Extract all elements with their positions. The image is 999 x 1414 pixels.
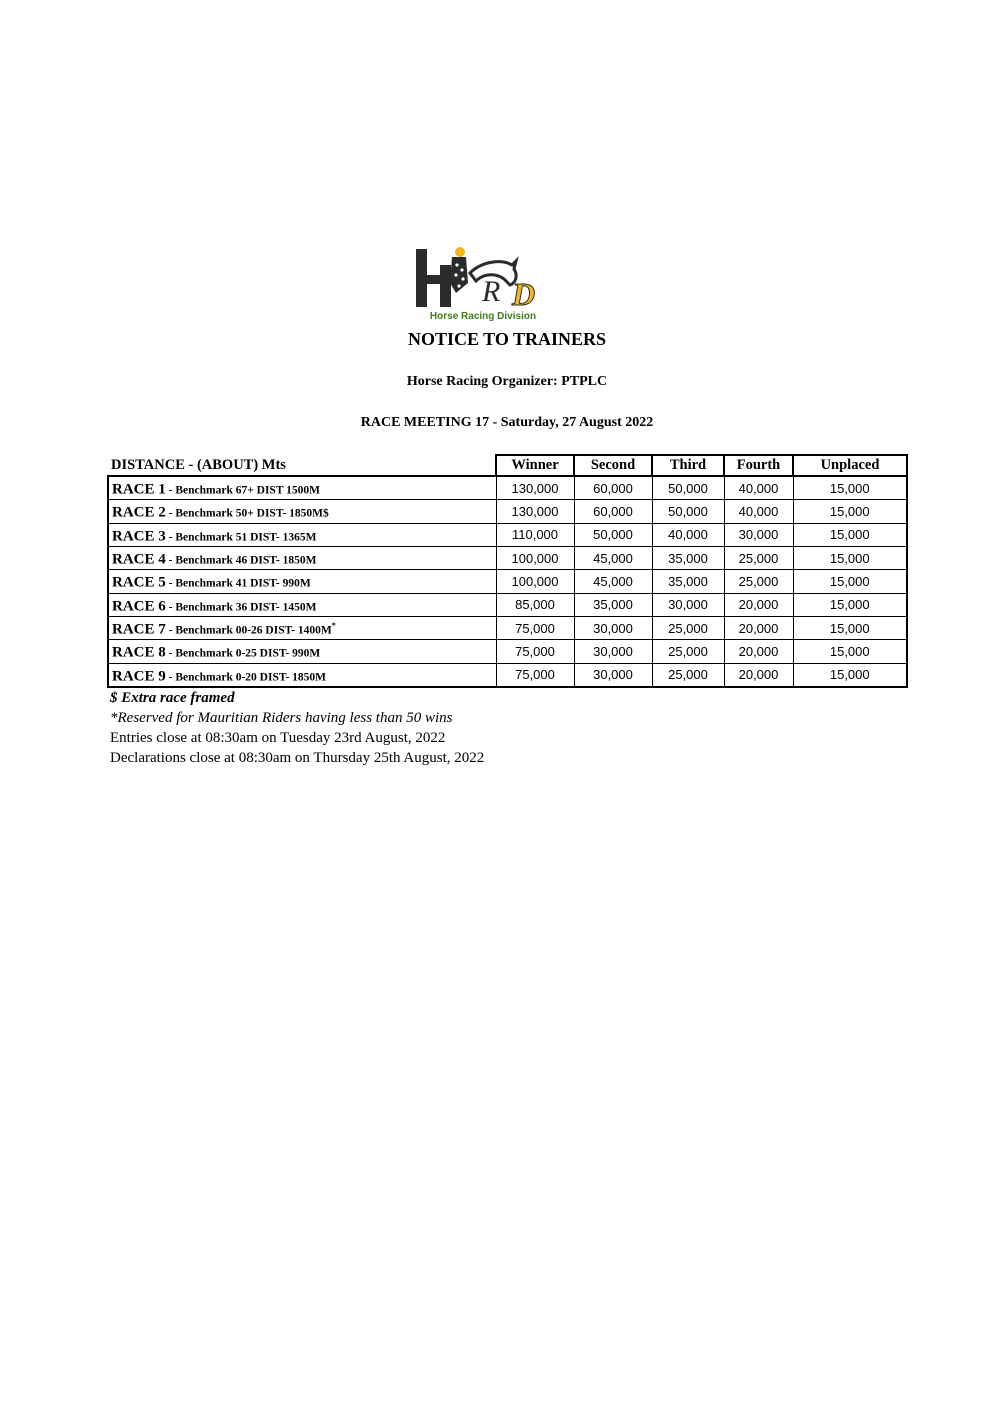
race-name-cell bbox=[108, 593, 496, 616]
prize-fourth: 40,000 bbox=[724, 500, 793, 523]
prize-second: 45,000 bbox=[574, 570, 652, 593]
race-number: RACE 8 bbox=[112, 644, 166, 661]
race-description: - Benchmark 00-26 DIST- 1400M bbox=[165, 624, 332, 637]
prize-fourth: 25,000 bbox=[724, 570, 793, 593]
table-row bbox=[108, 546, 907, 569]
prize-second: 45,000 bbox=[574, 546, 652, 569]
prize-winner: 100,000 bbox=[496, 570, 574, 593]
race-number: RACE 2 bbox=[112, 504, 166, 521]
prize-unplaced: 15,000 bbox=[793, 593, 907, 616]
prize-second: 60,000 bbox=[574, 500, 652, 523]
prize-unplaced: 15,000 bbox=[793, 500, 907, 523]
prize-unplaced: 15,000 bbox=[793, 476, 907, 500]
notes-block bbox=[110, 688, 484, 768]
prize-winner: 130,000 bbox=[496, 500, 574, 523]
prize-third: 30,000 bbox=[652, 593, 724, 616]
prize-table bbox=[107, 454, 908, 688]
prize-third: 50,000 bbox=[652, 476, 724, 500]
race-number: RACE 6 bbox=[112, 597, 166, 614]
race-description: - Benchmark 50+ DIST- 1850M$ bbox=[165, 507, 329, 520]
prize-winner: 85,000 bbox=[496, 593, 574, 616]
prize-third: 50,000 bbox=[652, 500, 724, 523]
prize-fourth: 30,000 bbox=[724, 523, 793, 546]
prize-second: 30,000 bbox=[574, 640, 652, 663]
prize-third: 35,000 bbox=[652, 570, 724, 593]
race-description: - Benchmark 41 DIST- 990M bbox=[165, 577, 311, 590]
race-number: RACE 1 bbox=[112, 481, 166, 498]
prize-second: 30,000 bbox=[574, 616, 652, 639]
race-description: - Benchmark 0-20 DIST- 1850M bbox=[165, 670, 327, 683]
table-row bbox=[108, 500, 907, 523]
race-name-cell bbox=[108, 570, 496, 593]
table-row bbox=[108, 616, 907, 639]
note-entries: Entries close at 08:30am on Tuesday 23rd August, 2022 bbox=[110, 730, 446, 746]
table-row bbox=[108, 570, 907, 593]
prize-fourth: 20,000 bbox=[724, 640, 793, 663]
logo-caption: Horse Racing Division bbox=[429, 311, 537, 322]
table-row bbox=[108, 593, 907, 616]
prize-third: 25,000 bbox=[652, 640, 724, 663]
header-fourth: Fourth bbox=[724, 455, 793, 476]
svg-text:D: D bbox=[512, 276, 536, 312]
race-name-cell bbox=[108, 476, 496, 500]
table-row bbox=[108, 663, 907, 687]
prize-fourth: 20,000 bbox=[724, 663, 793, 687]
prize-winner: 130,000 bbox=[496, 476, 574, 500]
race-description: - Benchmark 46 DIST- 1850M bbox=[165, 554, 317, 567]
table-row bbox=[108, 523, 907, 546]
race-number: RACE 3 bbox=[112, 527, 166, 544]
race-name-cell bbox=[108, 616, 496, 639]
prize-winner: 75,000 bbox=[496, 663, 574, 687]
prize-second: 35,000 bbox=[574, 593, 652, 616]
prize-third: 25,000 bbox=[652, 663, 724, 687]
race-footnote-mark: * bbox=[331, 620, 336, 630]
prize-third: 25,000 bbox=[652, 616, 724, 639]
note-reserved: *Reserved for Mauritian Riders having less than 50 wins bbox=[110, 710, 453, 726]
prize-second: 30,000 bbox=[574, 663, 652, 687]
header-unplaced: Unplaced bbox=[793, 455, 907, 476]
meeting-line: RACE MEETING 17 - Saturday, 27 August 2022 bbox=[360, 415, 654, 430]
race-name-cell bbox=[108, 663, 496, 687]
race-description: - Benchmark 67+ DIST 1500M bbox=[165, 484, 321, 497]
prize-unplaced: 15,000 bbox=[793, 570, 907, 593]
race-description: - Benchmark 0-25 DIST- 990M bbox=[165, 647, 321, 660]
race-name-cell bbox=[108, 546, 496, 569]
prize-winner: 100,000 bbox=[496, 546, 574, 569]
prize-fourth: 40,000 bbox=[724, 476, 793, 500]
prize-fourth: 25,000 bbox=[724, 546, 793, 569]
header-distance: DISTANCE - (ABOUT) Mts bbox=[108, 455, 496, 476]
organizer-line: Horse Racing Organizer: PTPLC bbox=[406, 374, 608, 389]
prize-second: 50,000 bbox=[574, 523, 652, 546]
prize-fourth: 20,000 bbox=[724, 616, 793, 639]
race-number: RACE 9 bbox=[112, 667, 166, 684]
table-row bbox=[108, 476, 907, 500]
prize-winner: 75,000 bbox=[496, 640, 574, 663]
prize-fourth: 20,000 bbox=[724, 593, 793, 616]
race-description: - Benchmark 51 DIST- 1365M bbox=[165, 530, 317, 543]
race-name-cell bbox=[108, 523, 496, 546]
prize-unplaced: 15,000 bbox=[793, 663, 907, 687]
svg-text:R: R bbox=[482, 275, 501, 308]
race-name-cell bbox=[108, 500, 496, 523]
prize-winner: 75,000 bbox=[496, 616, 574, 639]
prize-third: 35,000 bbox=[652, 546, 724, 569]
race-number: RACE 5 bbox=[112, 574, 166, 591]
prize-unplaced: 15,000 bbox=[793, 523, 907, 546]
prize-unplaced: 15,000 bbox=[793, 640, 907, 663]
race-description: - Benchmark 36 DIST- 1450M bbox=[165, 600, 317, 613]
page-title: NOTICE TO TRAINERS bbox=[407, 329, 607, 349]
prize-second: 60,000 bbox=[574, 476, 652, 500]
prize-winner: 110,000 bbox=[496, 523, 574, 546]
table-header-row bbox=[108, 455, 907, 476]
race-number: RACE 7 bbox=[112, 621, 166, 638]
prize-unplaced: 15,000 bbox=[793, 546, 907, 569]
race-name-cell bbox=[108, 640, 496, 663]
prize-unplaced: 15,000 bbox=[793, 616, 907, 639]
header-winner: Winner bbox=[496, 455, 574, 476]
prize-third: 40,000 bbox=[652, 523, 724, 546]
note-extra-race: $ Extra race framed bbox=[110, 690, 235, 706]
race-number: RACE 4 bbox=[112, 551, 166, 568]
table-row bbox=[108, 640, 907, 663]
header-third: Third bbox=[652, 455, 724, 476]
note-declarations: Declarations close at 08:30am on Thursday 25th August, 2022 bbox=[110, 750, 485, 766]
header-second: Second bbox=[574, 455, 652, 476]
